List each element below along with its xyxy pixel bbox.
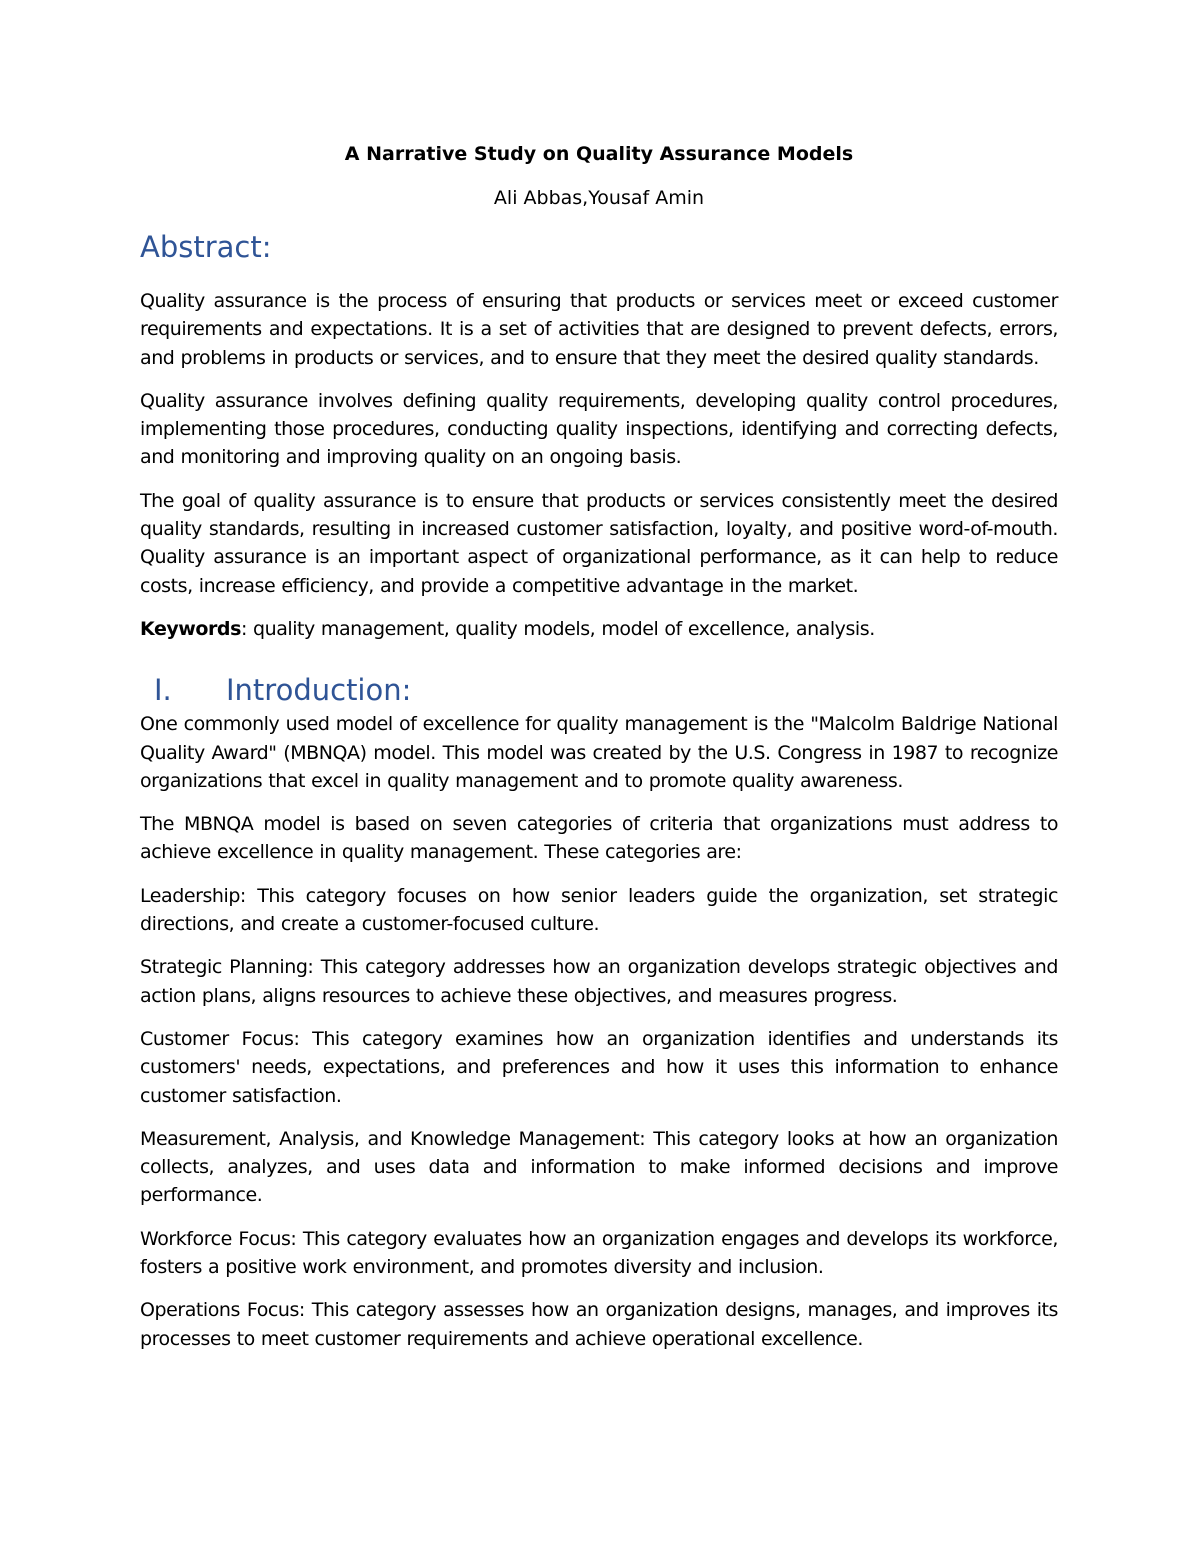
keywords-text: : quality management, quality models, model of excellence, analysis. <box>240 617 875 640</box>
category-customer-focus: Customer Focus: This category examines how an organization identifies and understands its customers' needs, expectations, and preferences and how it uses this information to enhance customer satisfaction. <box>140 1027 1058 1107</box>
introduction-heading <box>140 670 1058 710</box>
category-strategic-planning: Strategic Planning: This category addresses how an organization develops strategic objectives and action plans, aligns resources to achieve these objectives, and measures progress. <box>140 956 1058 1007</box>
intro-paragraph-2: The MBNQA model is based on seven categories of criteria that organizations must address to achieve excellence in quality management. These categories are: <box>140 813 1058 864</box>
keywords-label: Keywords <box>140 617 241 640</box>
abstract-paragraph-3: The goal of quality assurance is to ensure that products or services consistently meet the desired quality standards, resulting in increased customer satisfaction, loyalty, and positive word-of-mouth. Quality assurance is an important aspect of organizational performance, as it can help to reduce costs, increase efficiency, and provide a competitive advantage in the market. <box>140 489 1058 597</box>
abstract-paragraph-1: Quality assurance is the process of ensuring that products or services meet or exceed customer requirements and expectations. It is a set of activities that are designed to prevent defects, errors, and problems in products or services, and to ensure that they meet the desired quality standards. <box>140 290 1058 369</box>
category-operations-focus: Operations Focus: This category assesses how an organization designs, manages, and improves its processes to meet customer requirements and achieve operational excellence. <box>140 1299 1058 1350</box>
abstract-heading: Abstract: <box>140 230 272 264</box>
introduction-number: I. <box>154 673 172 708</box>
keywords-line <box>140 615 1058 643</box>
category-measurement: Measurement, Analysis, and Knowledge Management: This category looks at how an organization collects, analyzes, and uses data and information to make informed decisions and improve performance. <box>140 1127 1058 1207</box>
category-leadership: Leadership: This category focuses on how senior leaders guide the organization, set strategic directions, and create a customer-focused culture. <box>140 884 1058 936</box>
document-page <box>140 140 1058 1368</box>
introduction-title: Introduction: <box>226 673 412 708</box>
abstract-paragraph-2: Quality assurance involves defining quality requirements, developing quality control procedures, implementing those procedures, conducting quality inspections, identifying and correcting defects, and monitoring and improving quality on an ongoing basis. <box>140 389 1058 469</box>
document-title: A Narrative Study on Quality Assurance Models <box>344 143 854 165</box>
intro-paragraph-1: One commonly used model of excellence for quality management is the "Malcolm Baldrige National Quality Award" (MBNQA) model. This model was created by the U.S. Congress in 1987 to recognize organizations that excel in quality management and to promote quality awareness. <box>140 713 1058 792</box>
category-workforce-focus: Workforce Focus: This category evaluates how an organization engages and develops its workforce, fosters a positive work environment, and promotes diversity and inclusion. <box>140 1227 1058 1279</box>
document-authors: Ali Abbas,Yousaf Amin <box>493 187 705 209</box>
